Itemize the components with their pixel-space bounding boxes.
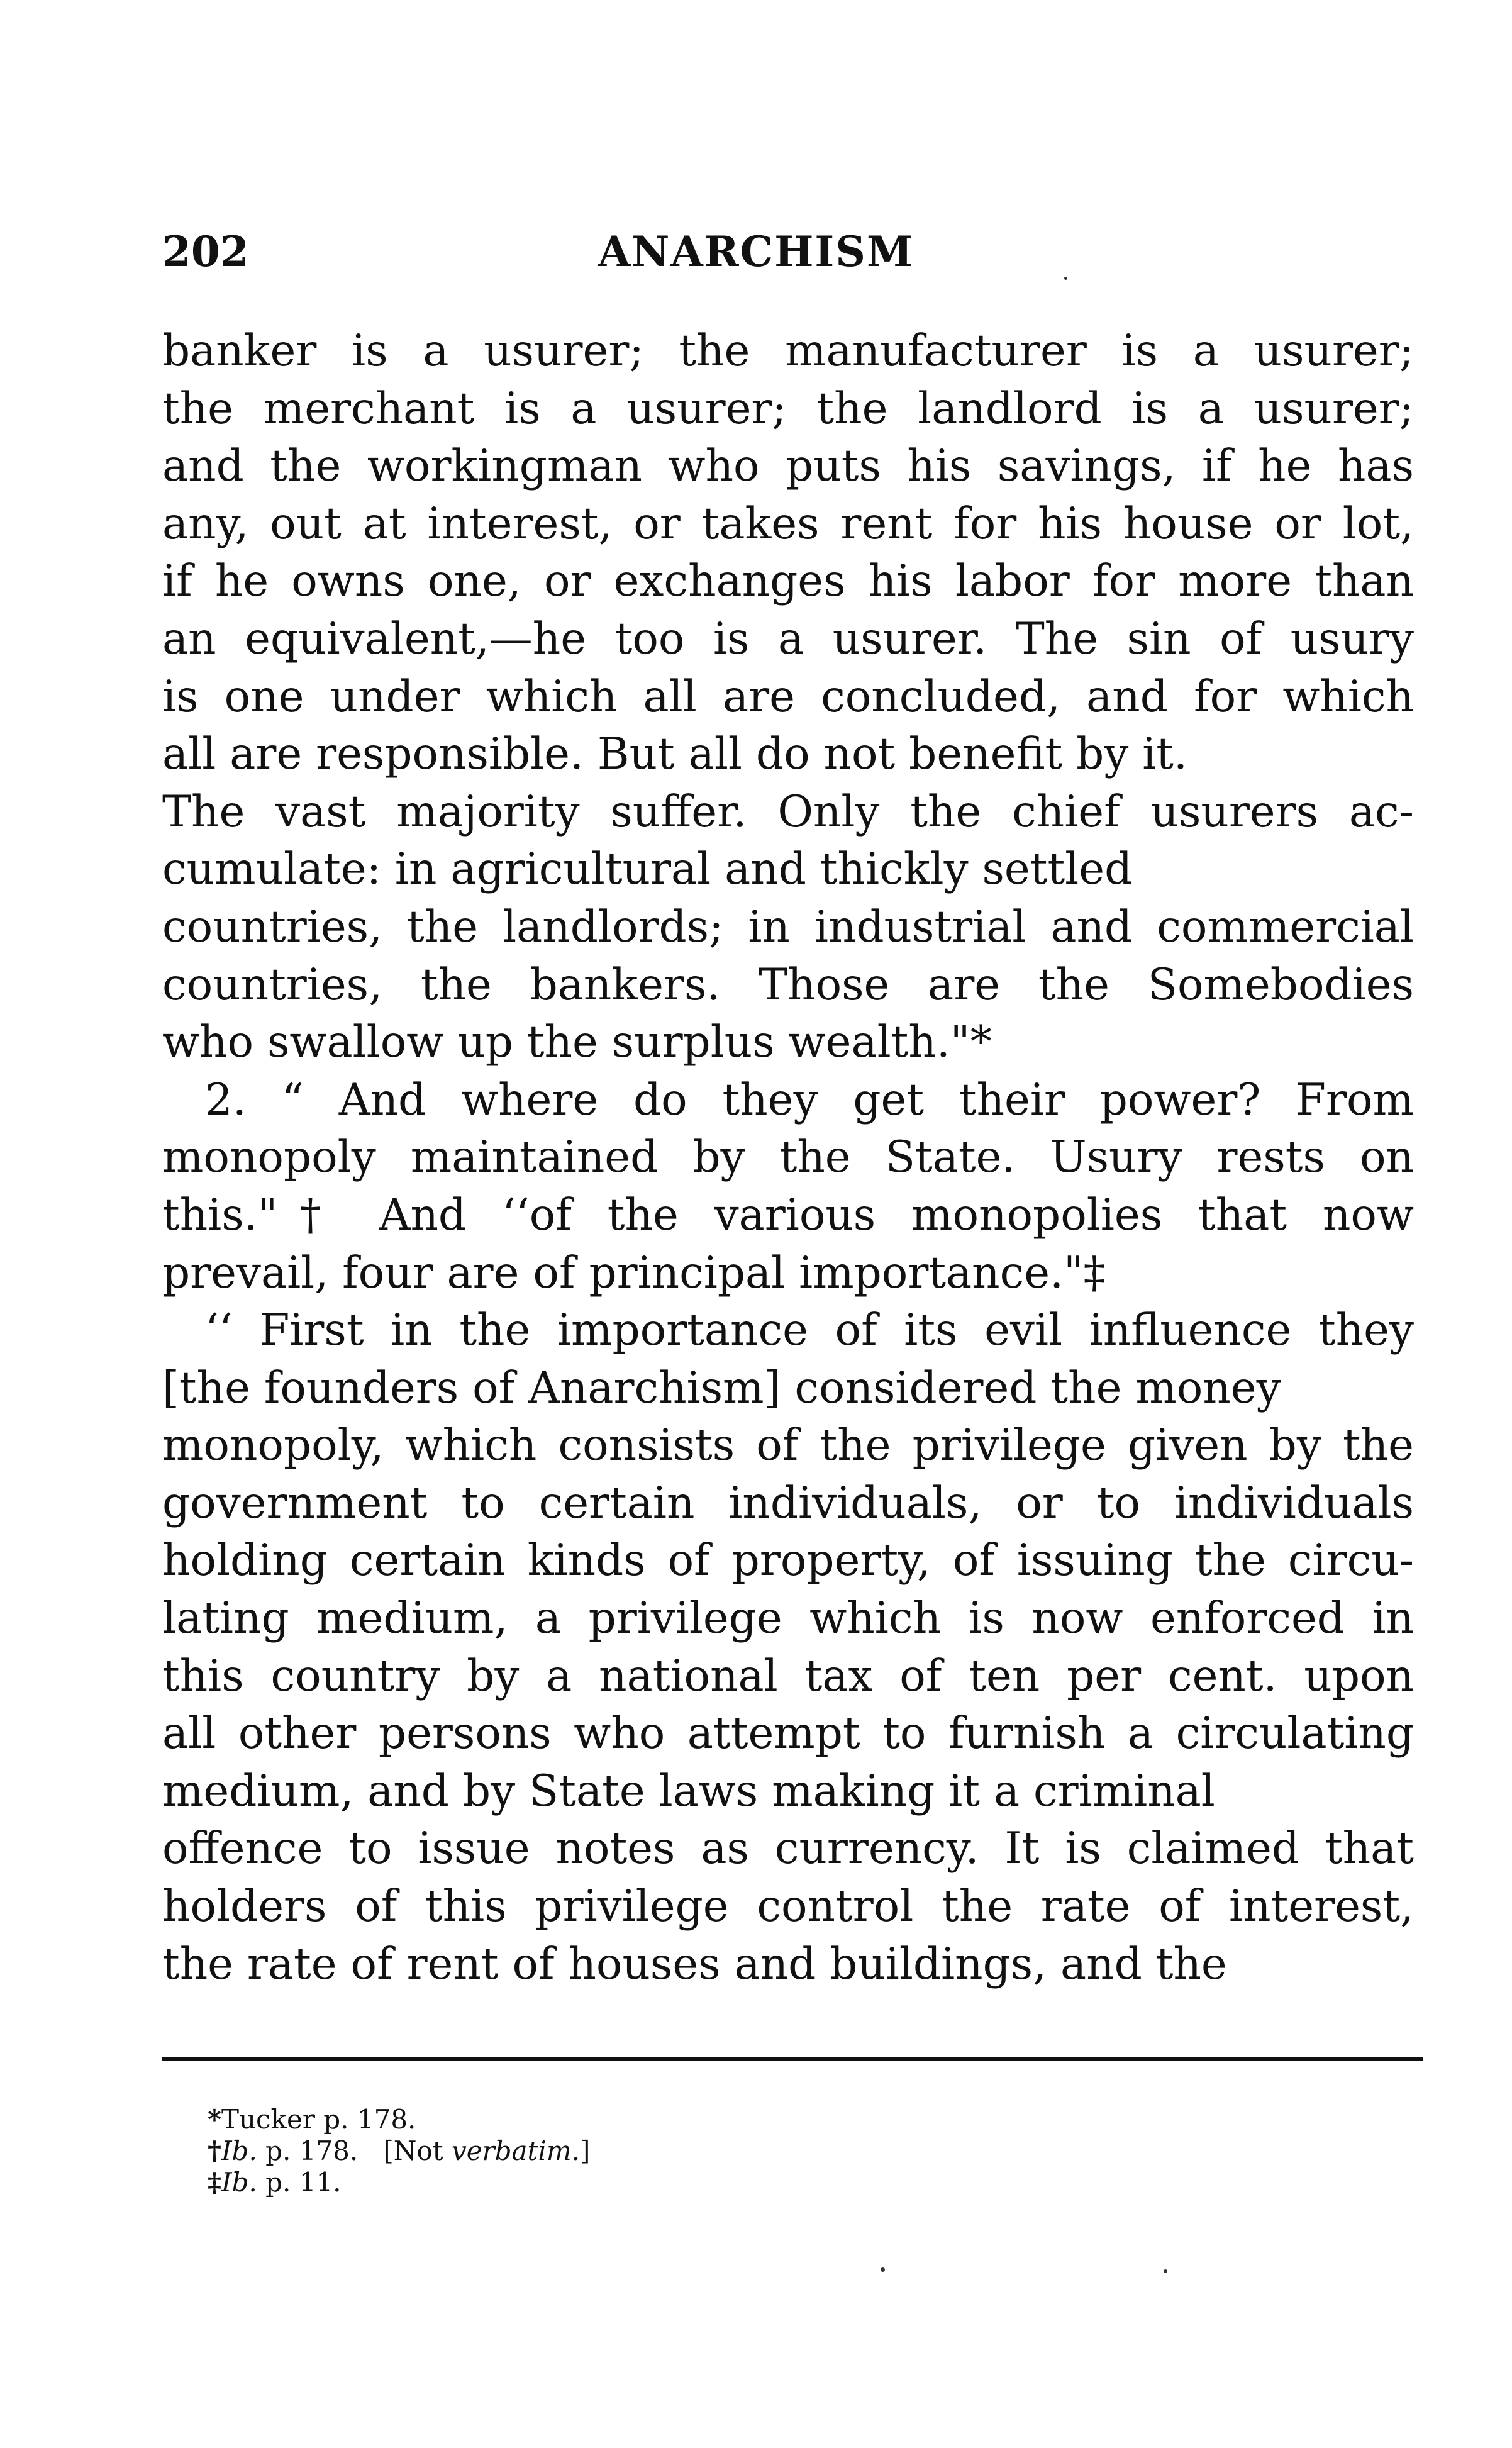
footnote-note: [Not — [383, 2135, 452, 2166]
scan-speck — [1064, 277, 1067, 280]
scan-speck — [1164, 2269, 1167, 2273]
footnote — [208, 2135, 590, 2167]
text-line: ‘‘ First in the importance of its evil influence they — [205, 1305, 1414, 1356]
body-text — [162, 323, 1414, 1993]
text-line: if he owns one, or exchanges his labor for more than — [162, 556, 1414, 607]
text-line: the rate of rent of houses and buildings, and the — [162, 1939, 1227, 1989]
text-line: any, out at interest, or takes rent for his house or lot, — [162, 498, 1414, 549]
footnotes — [208, 2104, 590, 2198]
footnote-note-emphasis: verbatim. — [451, 2135, 581, 2166]
scan-speck — [881, 2267, 885, 2272]
text-line: holding certain kinds of property, of issuing the circu- — [162, 1535, 1414, 1586]
text-line: The vast majority suffer. Only the chief usurers ac- — [162, 786, 1414, 837]
text-line: lating medium, a privilege which is now enforced in — [162, 1593, 1414, 1644]
footnote-mark: † — [208, 2135, 221, 2166]
footnote-mark: * — [208, 2104, 221, 2135]
footnote — [208, 2104, 590, 2135]
page-number: 202 — [162, 227, 249, 276]
text-line: this."† And ‘‘of the various monopolies that now — [162, 1189, 1414, 1240]
footnote-text: Tucker p. 178. — [221, 2104, 416, 2135]
footnote-ref: Ib. — [221, 2135, 257, 2166]
footnote-note-end: ] — [580, 2135, 591, 2166]
text-line: this country by a national tax of ten per cent. upon — [162, 1650, 1414, 1701]
text-line: monopoly, which consists of the privilege given by the — [162, 1420, 1414, 1471]
text-line: all are responsible. But all do not benefit by it. — [162, 729, 1187, 780]
text-line: the merchant is a usurer; the landlord is a usurer; — [162, 383, 1414, 434]
footnote-divider — [162, 2057, 1423, 2061]
text-line: cumulate: in agricultural and thickly settled — [162, 844, 1133, 895]
text-line: banker is a usurer; the manufacturer is a usurer; — [162, 326, 1414, 376]
footnote — [208, 2167, 590, 2198]
text-line: 2. “ And where do they get their power? From — [205, 1074, 1414, 1125]
footnote-text: p. 178. — [257, 2135, 359, 2166]
text-line: and the workingman who puts his savings, if he has — [162, 441, 1414, 492]
footnote-text: p. 11. — [257, 2167, 342, 2198]
text-line: an equivalent,—he too is a usurer. The sin of usury — [162, 613, 1414, 664]
text-line: countries, the landlords; in industrial and commercial — [162, 901, 1414, 952]
running-header — [0, 223, 1512, 280]
running-title: ANARCHISM — [598, 227, 914, 276]
text-line: government to certain individuals, or to individuals — [162, 1477, 1414, 1528]
text-line: medium, and by State laws making it a criminal — [162, 1766, 1215, 1817]
text-line: is one under which all are concluded, and for which — [162, 671, 1414, 722]
text-line: [the founders of Anarchism] considered the money — [162, 1362, 1281, 1413]
text-line: monopoly maintained by the State. Usury rests on — [162, 1132, 1414, 1183]
text-line: prevail, four are of principal importance."‡ — [162, 1247, 1106, 1298]
text-line: offence to issue notes as currency. It is claimed that — [162, 1823, 1414, 1874]
footnote-mark: ‡ — [208, 2167, 221, 2198]
text-line: all other persons who attempt to furnish a circulating — [162, 1708, 1414, 1759]
text-line: who swallow up the surplus wealth."* — [162, 1017, 992, 1068]
footnote-ref: Ib. — [221, 2167, 257, 2198]
text-line: countries, the bankers. Those are the Somebodies — [162, 959, 1414, 1010]
text-line: holders of this privilege control the rate of interest, — [162, 1881, 1414, 1932]
